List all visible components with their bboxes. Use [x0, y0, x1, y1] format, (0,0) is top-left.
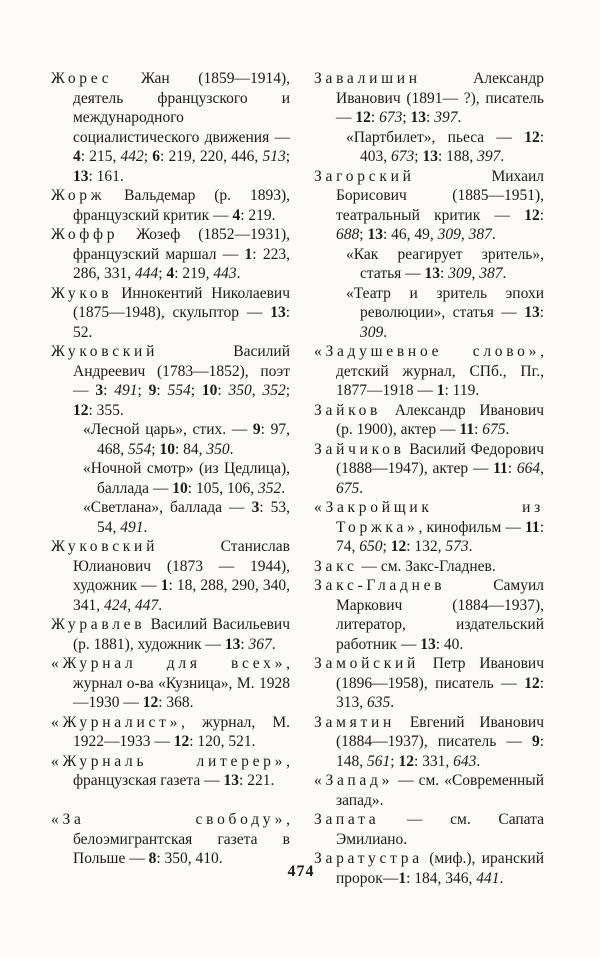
volume-number: 3 — [251, 499, 260, 516]
page-number: 474 — [287, 863, 315, 880]
volume-number: 4 — [232, 206, 241, 224]
volume-number: 9 — [148, 382, 157, 399]
index-entry: Зайков Александр Иванович (р. 1900), актер — 11: 675. — [314, 401, 544, 438]
left-column — [51, 69, 290, 888]
headword: «За свободу» — [51, 811, 287, 828]
italic-page-number: 513 — [262, 148, 286, 165]
headword: Замятин — [314, 713, 395, 731]
volume-number: 13 — [422, 148, 438, 165]
volume-number: 10 — [172, 479, 188, 497]
headword: Загорский — [314, 167, 415, 185]
italic-page-number: 673 — [379, 109, 403, 126]
index-subentry: «Ночной смотр» (из Цедлица), баллада — 10: 105, 106, 352. — [83, 460, 290, 497]
volume-number: 1 — [436, 382, 445, 399]
italic-page-number: 491 — [114, 382, 138, 399]
headword: «Закройщик из Торжка» — [314, 499, 544, 536]
index-entry: Жоффр Жозеф (1852—1931), французский маршал — 1: 223, 286, 331, 444; 4: 219, 443. — [51, 226, 291, 282]
volume-number: 13 — [224, 635, 241, 653]
volume-number: 1 — [398, 869, 407, 887]
headword: Жорж — [51, 187, 106, 204]
volume-number: 12 — [398, 752, 414, 770]
headword: Закс-Гладнев — [314, 577, 446, 594]
index-subentry: «Партбилет», пьеса — 12: 403, 673; 13: 188, 397. — [346, 128, 544, 165]
volume-number: 13 — [367, 226, 383, 243]
volume-number: 4 — [166, 265, 175, 282]
index-entry: Заратустра (миф.), иранский пророк—1: 184, 346, 441. — [314, 850, 544, 887]
volume-number: 12 — [524, 128, 540, 146]
italic-page-number: 350 — [206, 440, 230, 458]
italic-page-number: 554 — [167, 382, 191, 399]
volume-number: 11 — [525, 518, 540, 536]
italic-page-number: 397 — [434, 109, 458, 126]
headword: Жуковский — [51, 538, 159, 555]
headword: «Журналь литерер» — [51, 752, 287, 770]
index-entry: Закс-Гладнев Самуил Маркович (1884—1937), литератор, издательский работник — 13: 40. — [314, 577, 544, 653]
volume-number: 13 — [420, 635, 436, 653]
volume-number: 4 — [73, 148, 81, 165]
italic-page-number: 675 — [482, 421, 506, 438]
italic-page-number: 675 — [336, 479, 360, 497]
index-entry: «Журнал для всех», журнал о-ва «Кузница», М. 1928—1930 — 12: 368. — [51, 655, 290, 711]
italic-page-number: 573 — [445, 538, 469, 555]
index-entry: «Журналист», журнал, М. 1922—1933 — 12: 120, 521. — [51, 713, 290, 750]
italic-page-number: 309 — [437, 226, 461, 243]
index-entry: «Журналь литерер», французская газета — 13: 221. — [51, 752, 290, 789]
headword: Зайков — [314, 401, 382, 419]
italic-page-number: 309 — [448, 265, 472, 282]
volume-number: 9 — [252, 421, 261, 438]
italic-page-number: 387 — [468, 226, 492, 243]
italic-page-number: 643 — [453, 752, 477, 770]
index-subentry: «Как реагирует зритель», статья — 13: 309, 387. — [346, 245, 544, 282]
volume-number: 8 — [148, 850, 157, 867]
index-entry: Запата — см. Сапата Эмилиано. — [314, 811, 544, 848]
volume-number: 13 — [524, 304, 540, 321]
italic-page-number: 352 — [262, 382, 286, 399]
index-entry: Жорес Жан (1859—1914), деятель французского и международного социалистического движения — 4: 215, 442; 6: 219, 220, 446, 513; 13: 161. — [51, 70, 291, 185]
italic-page-number: 387 — [479, 265, 503, 282]
italic-page-number: 561 — [367, 752, 391, 770]
headword: «Задушевное слово» — [314, 343, 541, 360]
headword: «Журналист» — [51, 713, 182, 731]
italic-page-number: 442 — [120, 148, 144, 165]
italic-page-number: 635 — [367, 694, 391, 711]
volume-number: 1 — [244, 245, 253, 263]
headword: Запата — [314, 811, 380, 828]
volume-number: 10 — [159, 440, 175, 458]
headword: Замойский — [314, 655, 419, 672]
volume-number: 12 — [355, 109, 371, 126]
italic-page-number: 688 — [336, 226, 360, 243]
volume-number: 11 — [459, 421, 475, 438]
index-entry: Жуков Иннокентий Николаевич (1875—1948), скульптор — 13: 52. — [51, 284, 290, 341]
headword: Жуковский — [51, 343, 159, 360]
headword: Закс — [314, 557, 358, 575]
italic-page-number: 424 — [104, 596, 128, 614]
index-entry: «Задушевное слово», детский журнал, СПб., Пг., 1877—1918 — 1: 119. — [314, 343, 544, 399]
headword: Заратустра — [314, 850, 423, 867]
italic-page-number: 447 — [135, 596, 159, 614]
volume-number: 13 — [270, 304, 286, 321]
italic-page-number: 397 — [477, 148, 501, 165]
italic-page-number: 443 — [213, 265, 237, 282]
italic-page-number: 367 — [248, 635, 272, 653]
index-entry: Завалишин Александр Иванович (1891— ?), писатель — 12: 673; 13: 397. — [314, 70, 544, 126]
italic-page-number: 309 — [360, 323, 384, 341]
italic-page-number: 350 — [228, 382, 252, 399]
volume-number: 12 — [524, 206, 540, 224]
index-entry: Жуковский Станислав Юлианович (1873 — 1944), художник — 1: 18, 288, 290, 340, 341, 424, 447. — [51, 538, 291, 614]
italic-page-number: 444 — [135, 265, 159, 282]
volume-number: 1 — [160, 577, 169, 594]
volume-number: 12 — [524, 674, 540, 692]
index-columns — [51, 69, 544, 888]
index-entry: Зайчиков Василий Федорович (1888—1947), актер — 11: 664, 675. — [314, 440, 545, 497]
index-entry: «За свободу», белоэмигрантская газета в Польше — 8: 350, 410. — [51, 811, 290, 867]
italic-page-number: 491 — [120, 518, 144, 536]
volume-number: 6 — [152, 148, 161, 165]
volume-number: 10 — [201, 382, 218, 399]
italic-page-number: 673 — [391, 148, 415, 165]
italic-page-number: 352 — [257, 479, 282, 497]
italic-page-number: 650 — [359, 538, 383, 555]
volume-number: 13 — [223, 772, 240, 789]
volume-number: 13 — [424, 265, 441, 282]
italic-page-number: 664 — [516, 460, 541, 477]
index-entry: Жуковский Василий Андреевич (1783—1852), поэт — 3: 491; 9: 554; 10: 350, 352; 12: 355. — [51, 343, 291, 419]
index-subentry: «Светлана», баллада — 3: 53, 54, 491. — [83, 499, 291, 536]
index-entry: Замятин Евгений Иванович (1884—1937), писатель — 9: 148, 561; 12: 331, 643. — [314, 713, 544, 770]
headword: Зайчиков — [314, 440, 405, 458]
volume-number: 9 — [531, 733, 540, 750]
index-entry: «Закройщик из Торжка», кинофильм — 11: 74, 650; 12: 132, 573. — [314, 499, 544, 555]
index-entry: Замойский Петр Иванович (1896—1958), писатель — 12: 313, 635. — [314, 655, 544, 711]
headword: Журавлев — [51, 616, 146, 633]
volume-number: 13 — [73, 167, 89, 185]
volume-number: 12 — [73, 401, 89, 419]
index-entry: «Запад» — см. «Современный запад». — [314, 772, 544, 809]
right-column — [314, 69, 544, 888]
headword: Жоффр — [51, 226, 119, 243]
index-subentry: «Лесной царь», стих. — 9: 97, 468, 554; 10: 84, 350. — [83, 421, 290, 458]
index-entry: Закс — см. Закс-Гладнев. — [314, 557, 496, 575]
volume-number: 11 — [493, 460, 508, 477]
italic-page-number: 554 — [128, 440, 152, 458]
headword: Жорес — [51, 70, 113, 87]
italic-page-number: 441 — [476, 869, 500, 887]
headword: Завалишин — [314, 70, 421, 87]
headword: Жуков — [51, 284, 113, 302]
index-entry: Загорский Михаил Борисович (1885—1951), театральный критик — 12: 688; 13: 46, 49, 309, 387. — [314, 167, 544, 243]
volume-number: 12 — [142, 694, 159, 711]
index-entry: Журавлев Василий Васильевич (р. 1881), художник — 13: 367. — [51, 616, 290, 653]
index-subentry: «Театр и зритель эпохи революции», статья — 13: 309. — [346, 284, 544, 341]
volume-number: 3 — [95, 382, 104, 399]
volume-number: 12 — [173, 733, 190, 750]
headword: «Журнал для всех» — [51, 655, 287, 672]
headword: «Запад» — [314, 772, 394, 789]
volume-number: 13 — [410, 109, 426, 126]
volume-number: 12 — [390, 538, 407, 555]
index-entry: Жорж Вальдемар (р. 1893), французский критик — 4: 219. — [51, 187, 290, 224]
